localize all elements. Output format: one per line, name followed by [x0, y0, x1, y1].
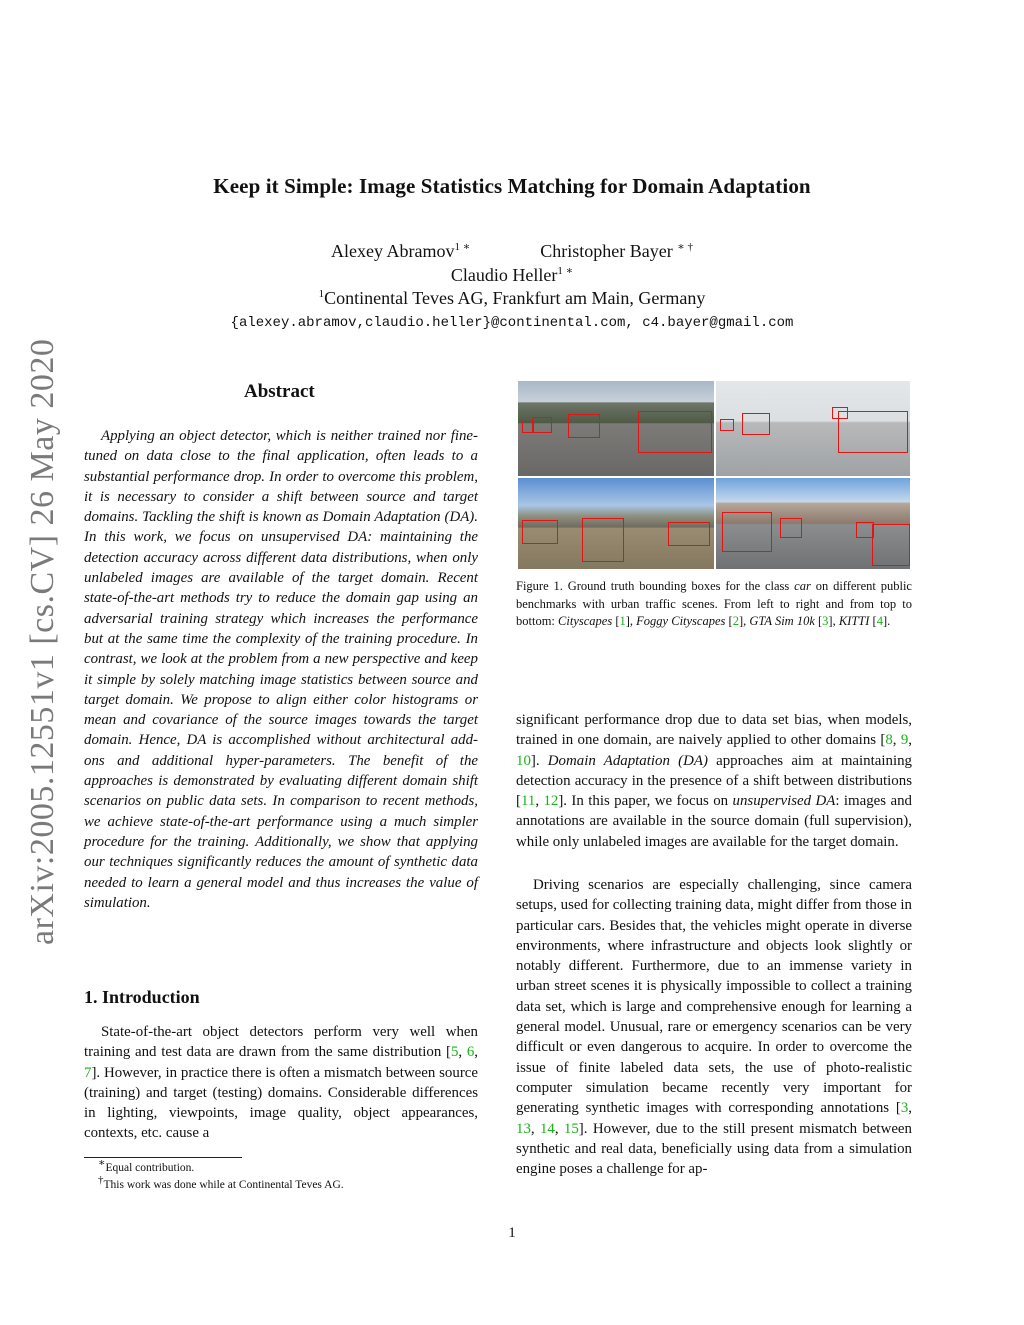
- sep: ,: [892, 732, 901, 749]
- bbox-car: [722, 512, 772, 552]
- affiliation: [0, 288, 1024, 309]
- text-run: ]. In this paper, we focus on: [558, 793, 733, 810]
- abstract-heading: Abstract: [244, 381, 315, 402]
- caption-italic: car: [794, 579, 811, 593]
- author-bayer: Christopher Bayer: [540, 241, 673, 261]
- sep: ,: [530, 1120, 540, 1137]
- author-heller-mark: 1 ∗: [557, 265, 574, 277]
- bbox-car: [522, 421, 534, 433]
- intro-p1-text-a: State-of-the-art object detectors perform very well when training and test data are drawn from the same distribution [: [84, 1024, 478, 1061]
- bbox-car: [522, 520, 558, 544]
- intro-p1-text-b: ]. However, in practice there is often a mismatch between source (training) and target (testing) domains. Considerable differences in lighting, viewpoints, image quality, object appearances, contexts, etc. cause a: [84, 1064, 478, 1142]
- image-foggy-cityscapes: [716, 381, 910, 476]
- bbox-car: [720, 419, 734, 431]
- image-kitti: [716, 478, 910, 569]
- caption-text: Figure 1. Ground truth bounding boxes for the class: [516, 579, 795, 593]
- caption-text: [: [814, 614, 823, 629]
- text-run: ].: [530, 752, 548, 769]
- citation-5[interactable]: 5: [450, 1044, 459, 1061]
- sep: ,: [554, 1120, 564, 1137]
- bbox-car: [532, 417, 552, 433]
- sep: ,: [908, 1100, 912, 1117]
- footnote-1: [98, 1157, 195, 1177]
- sep: ,: [474, 1044, 478, 1061]
- text-run: : images and annotations are available in the source domain (full supervision), while only unlabeled images are available for the target domain.: [516, 793, 912, 850]
- caption-italic: KITTI: [838, 614, 870, 629]
- bbox-car: [856, 522, 874, 538]
- author-heller: Claudio Heller: [450, 265, 558, 285]
- caption-text: ],: [625, 614, 637, 629]
- bbox-car: [838, 411, 908, 453]
- citation-10[interactable]: 10: [516, 752, 531, 769]
- bbox-car: [780, 518, 802, 538]
- image-cityscapes: [518, 381, 714, 476]
- paper-title: Keep it Simple: Image Statistics Matching for Domain Adaptation: [213, 174, 811, 198]
- caption-text: [: [725, 614, 733, 629]
- caption-text: ],: [738, 614, 750, 629]
- caption-italic: GTA Sim 10k: [749, 614, 815, 629]
- bbox-car: [582, 518, 624, 562]
- author-emails: {alexey.abramov,claudio.heller}@continental.com, c4.bayer@gmail.com: [230, 315, 794, 331]
- right-paragraph-1: [516, 710, 912, 852]
- caption-text: ].: [882, 614, 891, 629]
- caption-text: [: [869, 614, 877, 629]
- authors-line-1: [0, 241, 1024, 262]
- citation-13[interactable]: 13: [516, 1120, 531, 1137]
- author-abramov: Alexey Abramov: [331, 241, 455, 261]
- caption-text: ],: [828, 614, 839, 629]
- affiliation-mark: 1: [318, 288, 325, 300]
- footnote-1-text: Equal contribution.: [105, 1162, 195, 1174]
- footnote-2-text: This work was done while at Continental Teves AG.: [103, 1179, 344, 1191]
- bbox-car: [668, 522, 710, 546]
- introduction-heading: 1. Introduction: [84, 987, 200, 1007]
- bbox-car: [742, 413, 770, 435]
- bbox-car: [832, 407, 848, 419]
- citation-4[interactable]: 4: [876, 614, 883, 629]
- citation-1[interactable]: 1: [619, 614, 626, 629]
- page-number: 1: [508, 1225, 516, 1241]
- affiliation-text: Continental Teves AG, Frankfurt am Main, Germany: [324, 288, 706, 308]
- footnote-1-mark: ∗: [98, 1157, 106, 1170]
- citation-6[interactable]: 6: [466, 1044, 475, 1061]
- author-abramov-mark: 1 ∗: [454, 241, 471, 253]
- italic-run: Domain Adaptation (DA): [547, 752, 708, 769]
- citation-8[interactable]: 8: [885, 732, 893, 749]
- citation-15[interactable]: 15: [563, 1120, 579, 1137]
- text-run: significant performance drop due to data set bias, when models, trained in one domain, are naively applied to other domains [: [516, 712, 912, 749]
- footnote-rule: [84, 1157, 242, 1158]
- sep: ,: [535, 793, 544, 810]
- sep: ,: [458, 1044, 467, 1061]
- arxiv-identifier: arXiv:2005.12551v1 [cs.CV] 26 May 2020: [24, 338, 61, 945]
- bbox-car: [568, 414, 600, 438]
- image-gta-sim-10k: [518, 478, 714, 569]
- footnote-2-mark: †: [98, 1174, 104, 1187]
- citation-3[interactable]: 3: [822, 614, 829, 629]
- text-run: ]. However, due to the still present mismatch between synthetic and real data, beneficially using data from a simulation engine poses a challenge for ap-: [516, 1120, 912, 1178]
- caption-italic: Cityscapes: [558, 614, 613, 629]
- citation-9[interactable]: 9: [900, 732, 909, 749]
- caption-text: [: [612, 614, 620, 629]
- sep: ,: [908, 732, 912, 749]
- citation-12[interactable]: 12: [543, 793, 559, 810]
- caption-italic: Foggy Cityscapes: [636, 614, 726, 629]
- figure-1: [516, 381, 910, 569]
- text-run: Driving scenarios are especially challenging, since camera setups, used for collecting training data, might differ from those in particular cars. Besides that, the vehicles might operate in diverse environments, where infrastructure and objects look slightly or notably different. Furthermore, due to an immense variety in urban street scenes it is physically impossible to collect a training data set, which is large and comprehensive enough for learning a general model. Unusual, rare or emergency scenarios can be very difficult or even dangerous to acquire. In order to overcome the issue of finite labeled data sets, the use of photo-realistic computer simulation became recently very important for generating synthetic images with corresponding annotations [: [516, 877, 912, 1117]
- author-bayer-mark: ∗ †: [677, 241, 693, 253]
- right-paragraph-2: [516, 875, 912, 1179]
- text-run: approaches aim at maintaining detection accuracy in the presence of a shift between distributions [: [516, 752, 912, 810]
- intro-paragraph-1: [84, 1022, 478, 1144]
- abstract-text: Applying an object detector, which is neither trained nor fine-tuned on data close to the final application, often leads to a substantial performance drop. In order to overcome this problem, it is necessary to consider a shift between source and target domains. Tackling the shift is known as Domain Adaptation (DA). In this work, we focus on unsupervised DA: maintaining the detection accuracy across different data distributions, when only unlabeled images are available of the target domain. Recent state-of-the-art methods try to reduce the domain gap using an adversarial training strategy which increases the performance but at the same time the complexity of the training procedure. In contrast, we look at the problem from a new perspective and keep it simple by solely matching image statistics between source and target domain. We propose to align either color histograms or mean and covariance of the source images towards the target domain. Hence, DA is accomplished without architectural add-ons and additional hyper-parameters. The benefit of the approaches is demonstrated by evaluating different domain shift scenarios on public data sets. In comparison to recent methods, we achieve state-of-the-art performance using a much simpler procedure for the training. Additionally, we show that applying our techniques significantly reduces the amount of synthetic data needed to learn a general model and thus increases the value of simulation.: [84, 428, 478, 911]
- citation-14[interactable]: 14: [539, 1120, 555, 1137]
- figure-1-caption: [516, 578, 912, 631]
- italic-run: unsupervised DA: [732, 793, 836, 810]
- bbox-car: [872, 524, 910, 566]
- citation-3[interactable]: 3: [900, 1100, 909, 1117]
- citation-7[interactable]: 7: [84, 1064, 92, 1081]
- caption-text: on different public benchmarks with urban traffic scenes. From left to right and from top to bottom:: [516, 579, 912, 629]
- citation-2[interactable]: 2: [732, 614, 739, 629]
- bbox-car: [638, 411, 712, 453]
- authors-line-2: [0, 265, 1024, 286]
- citation-11[interactable]: 11: [520, 793, 536, 810]
- footnote-2: [98, 1174, 344, 1194]
